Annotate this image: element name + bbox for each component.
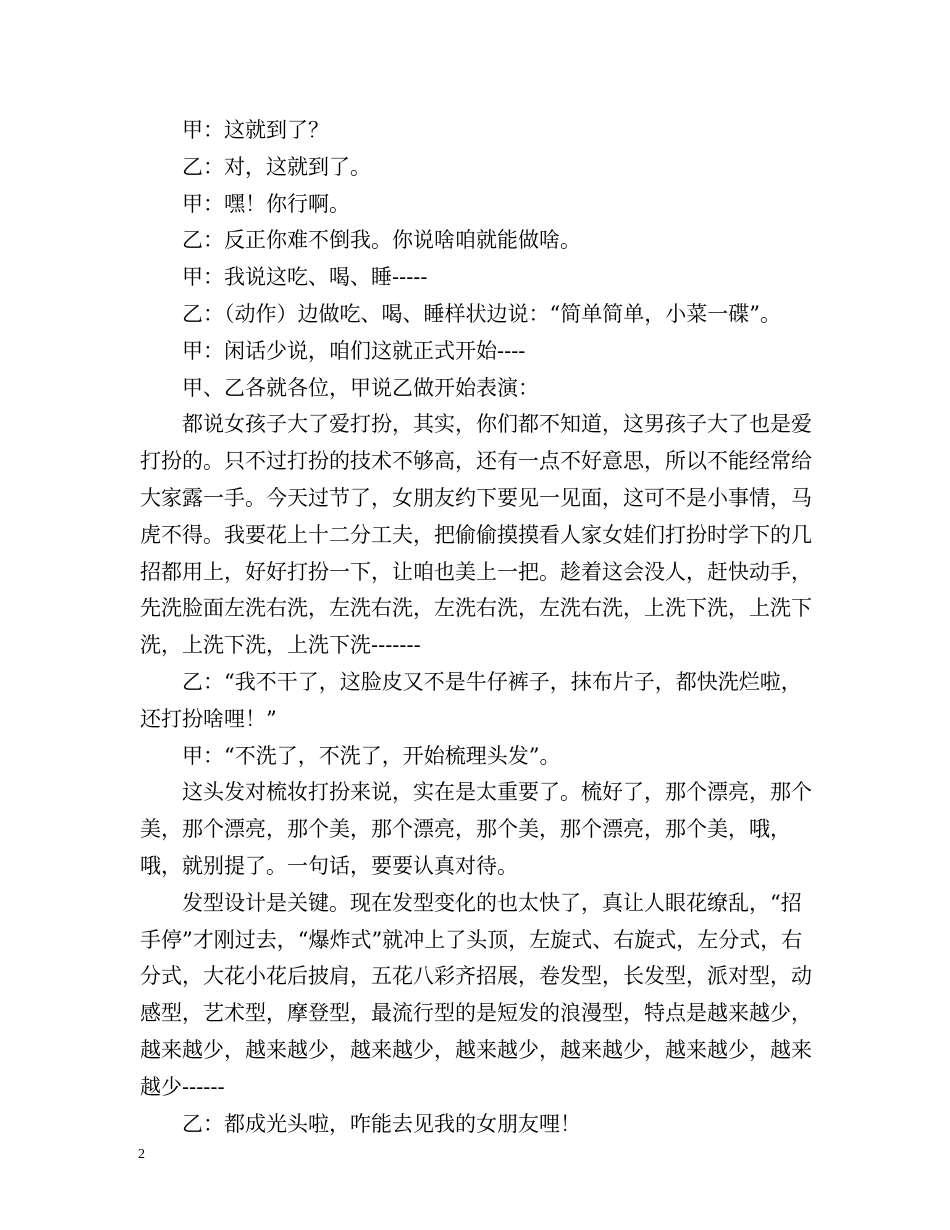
dialogue-line: 乙：“我不干了，这脸皮又不是牛仔裤子，抹布片子，都快洗烂啦，还打扮啥哩！” [140,669,802,731]
dialogue-line: 乙：反正你难不倒我。你说啥咱就能做啥。 [182,228,581,253]
page-number: 2 [138,1147,145,1162]
dialogue-line: 甲：嘿！你行啊。 [182,191,350,216]
dialogue-line: 甲、乙各就各位，甲说乙做开始表演： [182,375,539,400]
narrative-paragraph: 这头发对梳妆打扮来说，实在是太重要了。梳好了，那个漂亮，那个美，那个漂亮，那个美，那个漂亮，那个美，那个漂亮，那个美，哦，哦，就别提了。一句话，要要认真对待。 [140,780,812,878]
dialogue-line: 甲：闲话少说，咱们这就正式开始---- [182,338,526,363]
body-text [140,112,820,1142]
dialogue-line: 乙：对，这就到了。 [182,154,371,179]
narrative-paragraph: 都说女孩子大了爱打扮，其实，你们都不知道，这男孩子大了也是爱打扮的。只不过打扮的技术不够高，还有一点不好意思，所以不能经常给大家露一手。今天过节了，女朋友约下要见一见面，这可不是小事情，马虎不得。我要花上十二分工夫，把偷偷摸摸看人家女娃们打扮时学下的几招都用上，好好打扮一下，让咱也美上一把。趁着这会没人，赶快动手，先洗脸面左洗右洗，左洗右洗，左洗右洗，左洗右洗，上洗下洗，上洗下洗，上洗下洗，上洗下洗------- [140,412,812,658]
narrative-paragraph: 发型设计是关键。现在发型变化的也太快了，真让人眼花缭乱，“招手停”才刚过去，“爆炸式”就冲上了头顶，左旋式、右旋式，左分式，右分式，大花小花后披肩，五花八彩齐招展，卷发型，长发型，派对型，动感型，艺术型，摩登型，最流行型的是短发的浪漫型，特点是越来越少，越来越少，越来越少，越来越少，越来越少，越来越少，越来越少，越来越少------ [140,890,812,1099]
dialogue-line: 甲：我说这吃、喝、睡----- [182,265,428,290]
dialogue-line: 甲：“不洗了，不洗了，开始梳理头发”。 [182,743,561,768]
dialogue-line: 乙：都成光头啦，咋能去见我的女朋友哩！ [182,1111,581,1136]
dialogue-line: 乙：（动作）边做吃、喝、睡样状边说：“简单简单，小菜一碟”。 [182,301,781,326]
dialogue-line: 甲：这就到了？ [182,118,329,142]
